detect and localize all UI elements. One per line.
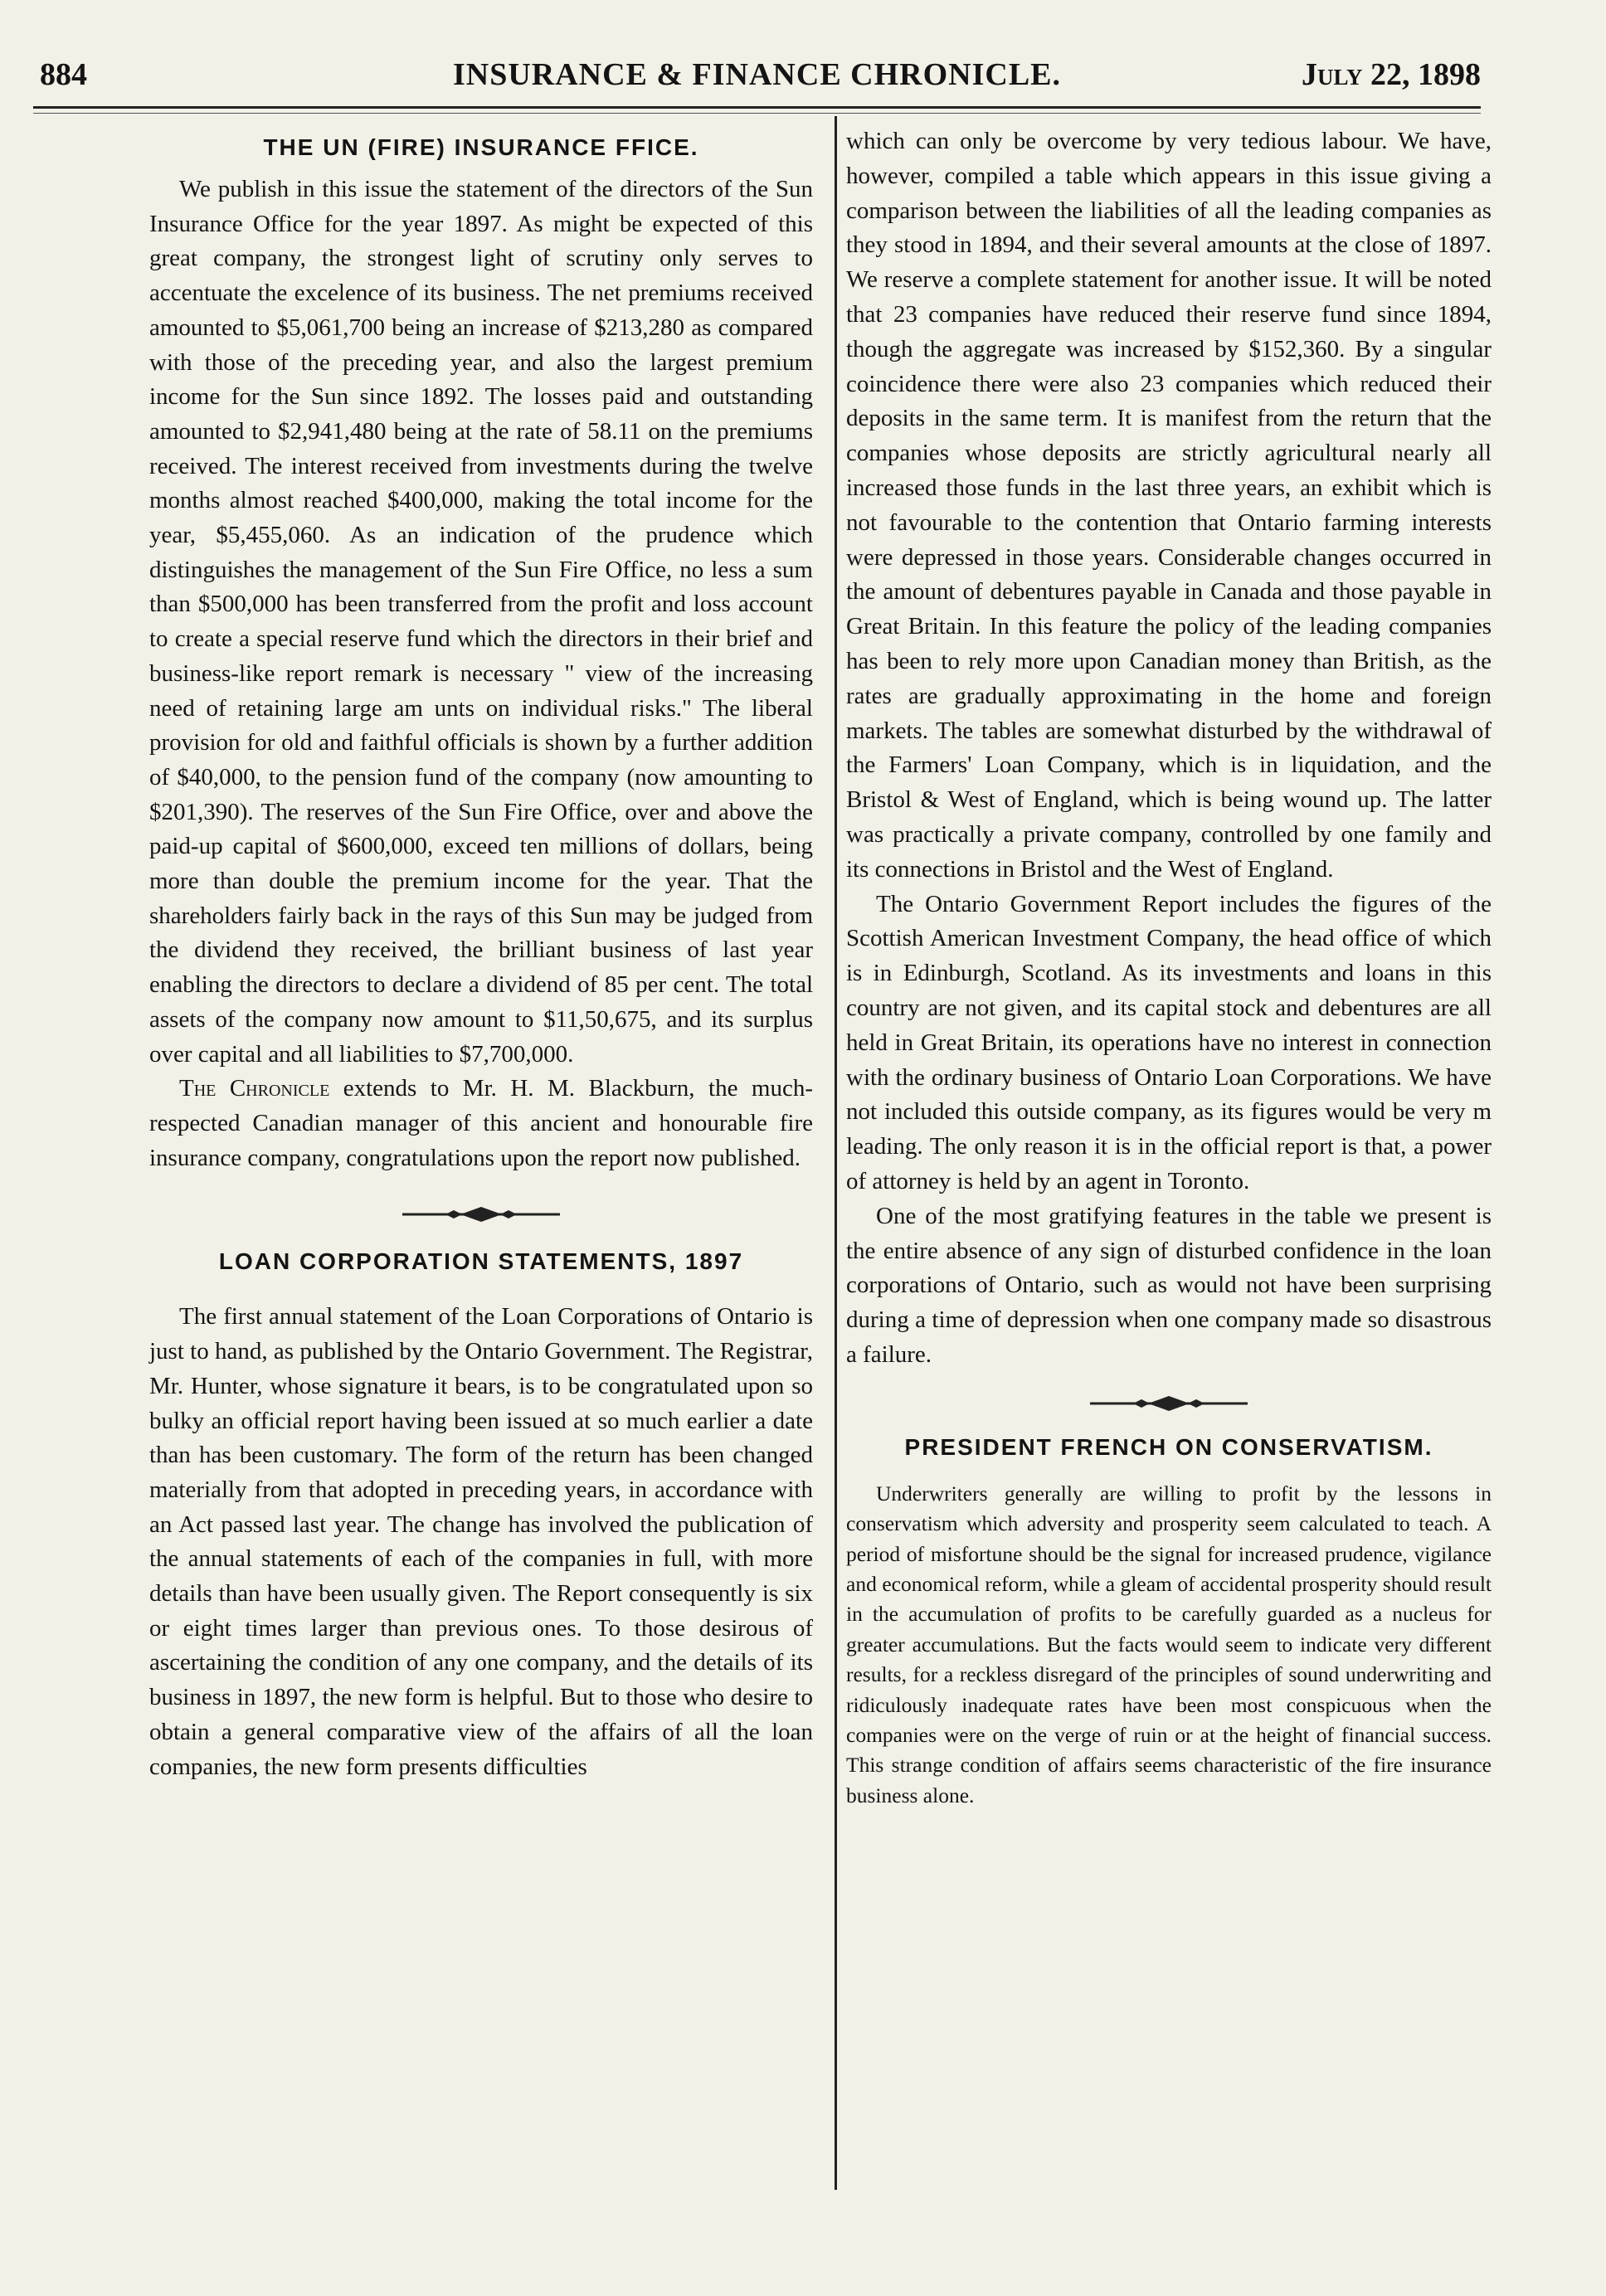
french-article-heading: PRESIDENT FRENCH ON CONSERVATISM.: [904, 1433, 1433, 1460]
header-rule-thin: [33, 113, 1481, 114]
publication-title: INSURANCE & FINANCE CHRONICLE.: [452, 57, 1062, 92]
section-ornament-right: [1090, 1394, 1248, 1413]
sun-article-paragraph-2-text: extends to Mr. H. M. Blackburn, the much-respected Canadian manager of this ancient and honourable fire insurance company, congratulations upon the report now published.: [149, 1075, 813, 1171]
page-header: [33, 50, 1481, 100]
sun-article-paragraph-1: We publish in this issue the statement of the directors of the Sun Insurance Office for the year 1897. As might be expected of this great company, the strongest light of scrutiny only serves to accentuate the excelence of its business. The net premiums received amounted to $5,061,700 being an increase of $213,280 as compared with those of the preceding year, and also the largest premium income for the Sun since 1892. The losses paid and outstanding amounted to $2,941,480 being at the rate of 58.11 on the premiums received. The interest received from investments during the twelve months almost reached $400,000, making the total income for the year, $5,455,060. As an indication of the prudence which distinguishes the management of the Sun Fire Office, no less a sum than $500,000 has been transferred from the profit and loss account to create a special reserve fund which the directors in their brief and business-like report remark is necessary " view of the increasing need of retaining large am unts on individual risks." The liberal provision for old and faithful officials is shown by a further addition of $40,000, to the pension fund of the company (now amounting to $201,390). The reserves of the Sun Fire Office, over and above the paid-up capital of $600,000, exceed ten millions of dollars, being more than double the premium income for the year. That the shareholders fairly back in the rays of this Sun may be judged from the dividend they received, the brilliant business of last year enabling the directors to declare a dividend of 85 per cent. The total assets of the company now amount to $11,50,675, and its surplus over capital and all liabilities to $7,700,000.: [149, 176, 813, 1068]
section-ornament: [402, 1205, 560, 1223]
page-number: 884: [40, 57, 87, 92]
loan-article-continuation: which can only be overcome by very tedious labour. We have, however, compiled a table which appears in this issue giving a comparison between the liabilities of all the leading companies as they stood in 1894, and their several amounts at the close of 1897. We reserve a complete statement for another issue. It will be noted that 23 companies have reduced their reserve fund since 1894, though the aggregate was increased by $152,360. By a singular coincidence there were also 23 companies which reduced their deposits in the same term. It is manifest from the return that the companies whose deposits are strictly agricultural nearly all increased those funds in the last three years, an exhibit which is not favourable to the contention that Ontario farming interests were depressed in those years. Considerable changes occurred in the amount of debentures payable in Canada and those payable in Great Britain. In this feature the policy of the leading companies has been to rely more upon Canadian money than British, as the rates are gradually approximating in the home and foreign markets. The tables are somewhat disturbed by the withdrawal of the Farmers' Loan Company, which is in liquidation, and the Bristol & West of England, which is being wound up. The latter was practically a private company, controlled by one family and its connections in Bristol and the West of England.: [846, 128, 1492, 883]
loan-article-paragraph-2: The Ontario Government Report includes the figures of the Scottish American Investment Company, the head office of which is in Edinburgh, Scotland. As its investments and loans in this country are not given, and its capital stock and debentures are all held in Great Britain, its operations have no interest in connection with the ordinary business of Ontario Loan Corporations. We have not included this outside company, as its figures would be very m leading. The only reason it is in the official report is that, a power of attorney is held by an agent in Toronto.: [846, 890, 1492, 1194]
header-rule: [33, 106, 1481, 109]
loan-article-paragraph-1: The first annual statement of the Loan Corporations of Ontario is just to hand, as published by the Ontario Government. The Registrar, Mr. Hunter, whose signature it bears, is to be congratulated upon so bulky an official report having been issued at so much earlier a date than has been customary. The form of the return has been changed materially from that adopted in preceding years, in accordance with an Act passed last year. The change has involved the publication of the annual statements of each of the companies in full, with more details than have been usually given. The Report consequently is six or eight times larger than previous ones. To those desirous of ascertaining the condition of any one company, and the details of its business in 1897, the new form is helpful. But to those who desire to obtain a general comparative view of the affairs of all the loan companies, the new form presents difficulties: [149, 1303, 813, 1780]
sun-article-heading: THE UN (FIRE) INSURANCE FFICE.: [263, 134, 699, 160]
loan-article-heading: LOAN CORPORATION STATEMENTS, 1897: [218, 1248, 744, 1275]
chronicle-name: The Chronicle: [179, 1075, 330, 1102]
column-divider: [835, 116, 837, 2190]
issue-date: July 22, 1898: [1301, 57, 1481, 92]
french-article-paragraph-1: Underwriters generally are willing to profit by the lessons in conservatism which adversity and prosperity seem calculated to teach. A period of misfortune should be the signal for increased prudence, vigilance and economical reform, while a gleam of accidental prosperity should result in the accumulation of profits to be carefully guarded as a nucleus for greater accumulations. But the facts would seem to indicate very different results, for a reckless disregard of the principles of sound underwriting and ridiculously inadequate rates have been most conspicuous when the companies were on the verge of ruin or at the height of financial success. This strange condition of affairs seems characteristic of the fire insurance business alone.: [846, 1481, 1492, 1807]
sun-article-paragraph-2: [149, 1072, 813, 1175]
right-column: [846, 124, 1492, 1811]
loan-article-paragraph-3: One of the most gratifying features in the table we present is the entire absence of any sign of disturbed confidence in the loan corporations of Ontario, such as would not have been surprising during a time of depression when one company made so disastrous a failure.: [846, 1202, 1492, 1368]
left-column: [149, 124, 813, 1784]
